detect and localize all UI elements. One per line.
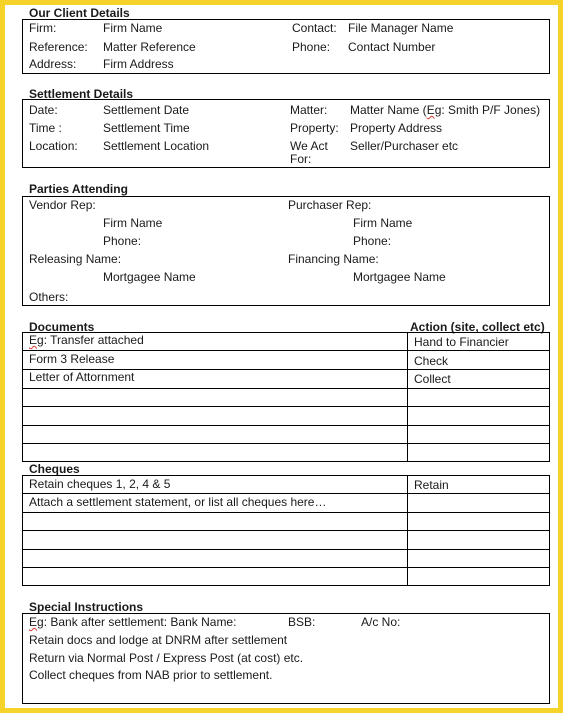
client-details-heading: Our Client Details bbox=[29, 6, 130, 20]
bsb-label: BSB: bbox=[288, 615, 316, 629]
special-instructions-heading: Special Instructions bbox=[29, 600, 144, 614]
financing-label: Financing Name: bbox=[288, 252, 379, 266]
matter-label: Matter: bbox=[290, 103, 328, 117]
matter-value: Matter Name (Eg: Smith P/F Jones) bbox=[350, 103, 541, 117]
documents-heading: Documents bbox=[29, 320, 95, 334]
contact-label: Contact: bbox=[292, 21, 337, 35]
financing-value: Mortgagee Name bbox=[353, 270, 446, 284]
purchaser-rep-label: Purchaser Rep: bbox=[288, 198, 372, 212]
time-label: Time : bbox=[29, 121, 62, 135]
releasing-label: Releasing Name: bbox=[29, 252, 122, 266]
special-line-1: Eg: Bank after settlement: Bank Name: bbox=[29, 615, 237, 629]
documents-row-line bbox=[22, 425, 550, 426]
we-act-label-2: For: bbox=[290, 152, 312, 166]
address-label: Address: bbox=[29, 57, 77, 71]
cheque-action-1: Retain bbox=[414, 478, 449, 492]
phone-label: Phone: bbox=[292, 40, 331, 54]
firm-label: Firm: bbox=[29, 21, 57, 35]
time-value: Settlement Time bbox=[103, 121, 190, 135]
document-row-2: Form 3 Release bbox=[29, 352, 115, 366]
cheques-heading: Cheques bbox=[29, 462, 80, 476]
property-label: Property: bbox=[290, 121, 339, 135]
vendor-firm: Firm Name bbox=[103, 216, 163, 230]
vendor-rep-label: Vendor Rep: bbox=[29, 198, 96, 212]
cheques-row-line bbox=[22, 512, 550, 513]
documents-row-line bbox=[22, 406, 550, 407]
we-act-label-1: We Act bbox=[290, 139, 328, 153]
special-line-3: Return via Normal Post / Express Post (at cost) etc. bbox=[29, 651, 304, 665]
cheque-row-2: Attach a settlement statement, or list all cheques here… bbox=[29, 495, 327, 509]
reference-value: Matter Reference bbox=[103, 40, 196, 54]
parties-heading: Parties Attending bbox=[29, 182, 128, 196]
firm-value: Firm Name bbox=[103, 21, 163, 35]
parties-box bbox=[22, 196, 550, 306]
document-action-3: Collect bbox=[414, 372, 451, 386]
document-row-3: Letter of Attornment bbox=[29, 370, 135, 384]
date-label: Date: bbox=[29, 103, 58, 117]
documents-row-line bbox=[22, 388, 550, 389]
cheques-row-line bbox=[22, 567, 550, 568]
settlement-details-heading: Settlement Details bbox=[29, 87, 134, 101]
documents-row-line bbox=[22, 443, 550, 444]
date-value: Settlement Date bbox=[103, 103, 190, 117]
cheques-row-line bbox=[22, 549, 550, 550]
purchaser-phone: Phone: bbox=[353, 234, 392, 248]
document-action-1: Hand to Financier bbox=[414, 335, 509, 349]
phone-value: Contact Number bbox=[348, 40, 436, 54]
document-row-1: Eg: Transfer attached bbox=[29, 333, 144, 347]
others-label: Others: bbox=[29, 290, 69, 304]
vendor-phone: Phone: bbox=[103, 234, 142, 248]
releasing-value: Mortgagee Name bbox=[103, 270, 196, 284]
location-value: Settlement Location bbox=[103, 139, 210, 153]
cheques-row-line bbox=[22, 530, 550, 531]
location-label: Location: bbox=[29, 139, 78, 153]
action-heading: Action (site, collect etc) bbox=[410, 320, 545, 334]
contact-value: File Manager Name bbox=[348, 21, 454, 35]
client-details-box bbox=[22, 19, 550, 74]
address-value: Firm Address bbox=[103, 57, 174, 71]
property-value: Property Address bbox=[350, 121, 443, 135]
cheques-row-line bbox=[22, 493, 550, 494]
document-action-2: Check bbox=[414, 354, 449, 368]
reference-label: Reference: bbox=[29, 40, 88, 54]
we-act-value: Seller/Purchaser etc bbox=[350, 139, 459, 153]
cheque-row-1: Retain cheques 1, 2, 4 & 5 bbox=[29, 477, 171, 491]
special-line-4: Collect cheques from NAB prior to settlement. bbox=[29, 668, 273, 682]
account-number-label: A/c No: bbox=[361, 615, 401, 629]
special-line-2: Retain docs and lodge at DNRM after settlement bbox=[29, 633, 288, 647]
purchaser-firm: Firm Name bbox=[353, 216, 413, 230]
documents-row-line bbox=[22, 350, 550, 351]
